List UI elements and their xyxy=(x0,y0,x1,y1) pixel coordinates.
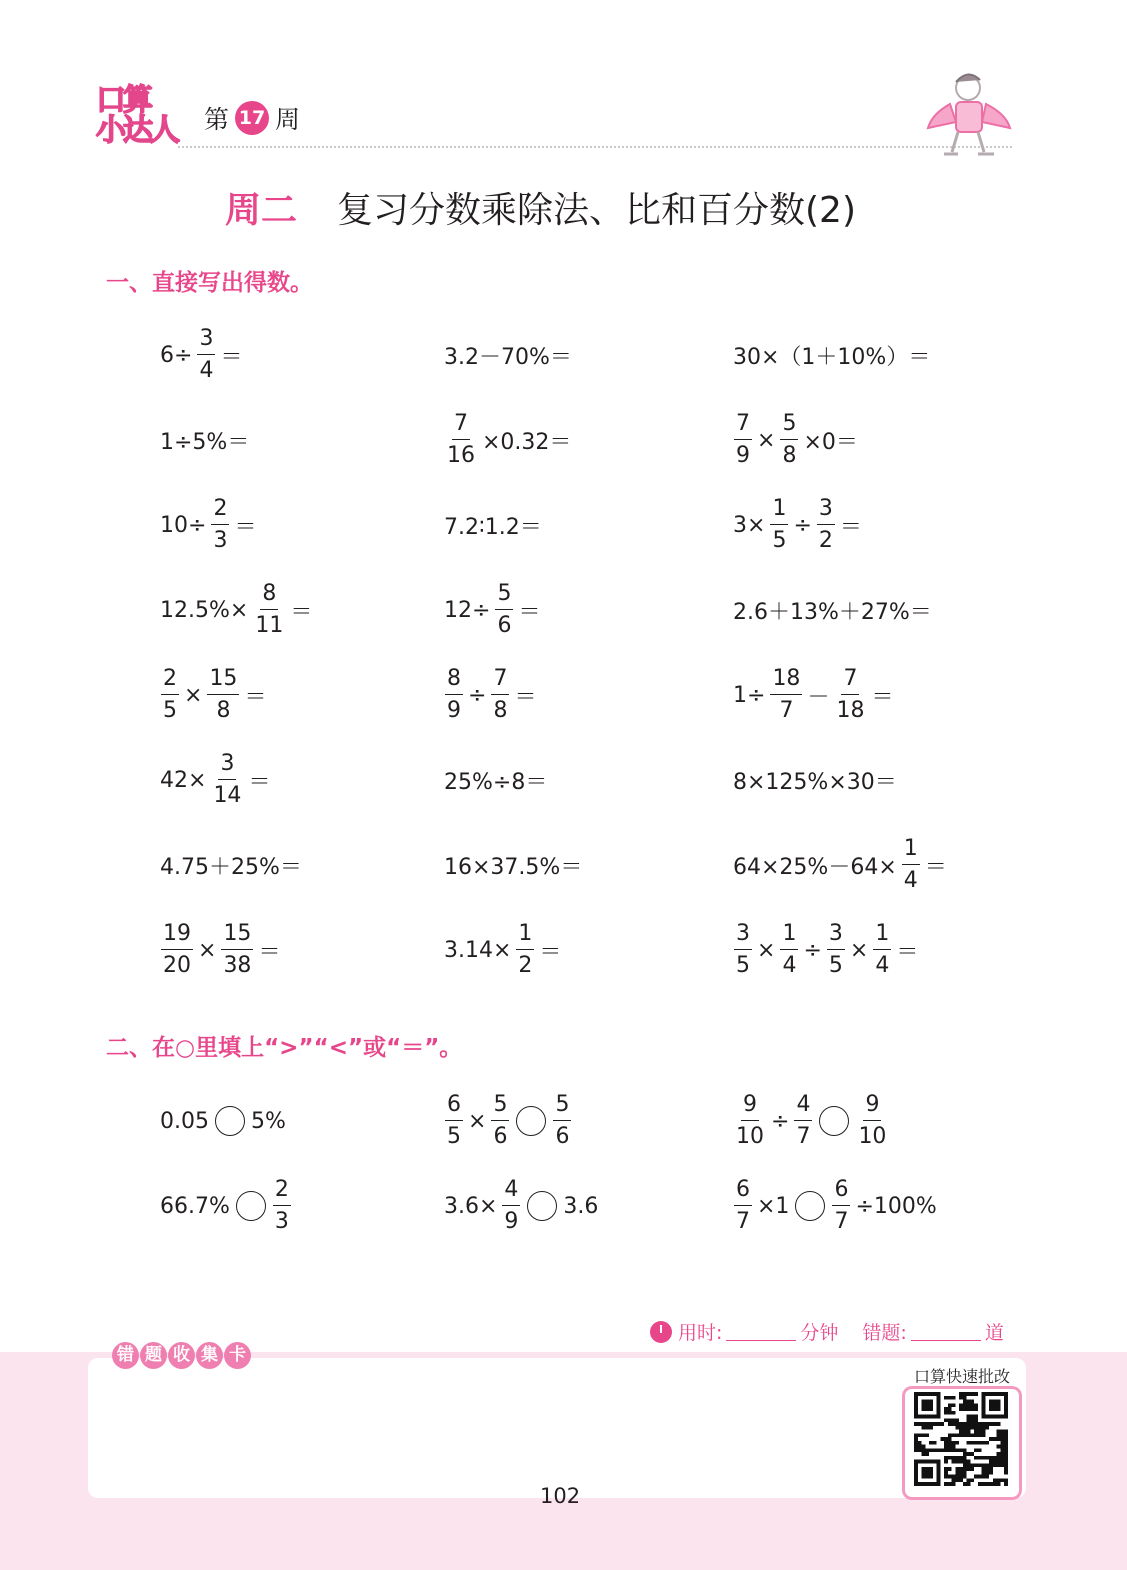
fraction xyxy=(734,1179,752,1233)
title-day: 周二 xyxy=(225,190,298,231)
s1-problem xyxy=(158,750,272,810)
s1-problem xyxy=(158,580,314,640)
fraction-denominator: 38 xyxy=(223,953,252,978)
fraction xyxy=(734,413,752,467)
fraction-numerator: 8 xyxy=(445,668,463,695)
expression-text: ＝ xyxy=(290,599,313,625)
s2-problem xyxy=(158,1176,294,1236)
fraction-numerator: 8 xyxy=(260,583,278,610)
page-number: 102 xyxy=(540,1484,581,1508)
fraction xyxy=(221,923,253,977)
fraction-numerator: 5 xyxy=(780,413,798,440)
s1-problem xyxy=(158,665,268,725)
s1-problem xyxy=(731,580,934,640)
s1-problem xyxy=(731,495,864,555)
qr-label: 口算快速批改 xyxy=(914,1367,1011,1386)
expression-text: ＝ xyxy=(924,854,947,880)
expression-text: ＝ xyxy=(258,939,281,965)
expression-text: 3.6 xyxy=(563,1193,599,1219)
fraction-denominator: 4 xyxy=(875,953,890,978)
card-char: 错 xyxy=(112,1342,139,1369)
s1-problem xyxy=(442,325,574,385)
s1-problem xyxy=(158,835,304,895)
expression-text: ＝ xyxy=(871,684,894,710)
fraction-numerator: 15 xyxy=(221,923,253,950)
fraction-denominator: 8 xyxy=(782,443,797,468)
fraction-numerator: 1 xyxy=(780,923,798,950)
expression-text: × xyxy=(198,937,217,963)
expression-text: 10÷ xyxy=(160,512,207,538)
expression-text: 1÷5%＝ xyxy=(160,429,250,455)
s1-problem xyxy=(442,495,544,555)
fraction xyxy=(734,1094,766,1148)
expression-text: ＝ xyxy=(234,514,257,540)
expression-text: 3× xyxy=(733,512,766,538)
expression-text: ÷ xyxy=(468,682,487,708)
fraction-denominator: 14 xyxy=(213,783,242,808)
s1-problem xyxy=(158,495,258,555)
expression-text: 3.6× xyxy=(444,1193,498,1219)
answer-circle[interactable] xyxy=(795,1191,825,1221)
fraction-denominator: 2 xyxy=(518,953,533,978)
expression-text: 6÷ xyxy=(160,342,193,368)
fraction xyxy=(161,923,193,977)
s2-problem xyxy=(442,1091,574,1151)
fraction-denominator: 5 xyxy=(772,528,787,553)
fraction-numerator: 4 xyxy=(794,1094,812,1121)
fraction-numerator: 6 xyxy=(445,1094,463,1121)
fraction-numerator: 3 xyxy=(817,498,835,525)
fraction-numerator: 1 xyxy=(902,838,920,865)
header-divider xyxy=(178,146,1012,148)
s1-problem xyxy=(731,835,949,895)
fraction-denominator: 10 xyxy=(736,1124,764,1149)
s2-problem xyxy=(731,1176,939,1236)
s1-problem xyxy=(158,325,244,385)
fraction-numerator: 9 xyxy=(741,1094,759,1121)
fraction-denominator: 7 xyxy=(834,1209,849,1234)
card-char: 卡 xyxy=(224,1342,251,1369)
week-suffix: 周 xyxy=(275,105,301,134)
fraction-numerator: 5 xyxy=(553,1094,571,1121)
expression-text: ＝ xyxy=(248,769,271,795)
fraction-numerator: 2 xyxy=(161,668,179,695)
s2-problem xyxy=(731,1091,891,1151)
expression-text: 12÷ xyxy=(444,597,491,623)
s1-problem xyxy=(731,665,895,725)
expression-text: × xyxy=(757,937,776,963)
expression-text: ×0.32＝ xyxy=(482,429,572,455)
fraction xyxy=(445,668,463,722)
fraction xyxy=(832,1179,850,1233)
fraction xyxy=(873,923,891,977)
fraction xyxy=(902,838,920,892)
fraction xyxy=(495,583,513,637)
expression-text: ＝ xyxy=(220,344,243,370)
brand-logo xyxy=(96,83,178,150)
expression-text: － xyxy=(807,684,830,710)
expression-text: ＝ xyxy=(539,939,562,965)
fraction-denominator: 3 xyxy=(213,528,228,553)
fraction-denominator: 6 xyxy=(497,613,512,638)
logo-line-2: 小达人 xyxy=(96,113,177,148)
fraction-denominator: 6 xyxy=(555,1124,570,1149)
expression-text: 2.6＋13%＋27%＝ xyxy=(733,599,932,625)
fraction-denominator: 4 xyxy=(199,358,214,383)
fraction xyxy=(197,328,215,382)
fraction-denominator: 8 xyxy=(493,698,508,723)
s1-problem xyxy=(442,920,563,980)
answer-circle[interactable] xyxy=(516,1106,546,1136)
fraction xyxy=(491,1094,509,1148)
s1-problem xyxy=(442,580,542,640)
expression-text: 25%÷8＝ xyxy=(444,769,548,795)
fraction-numerator: 18 xyxy=(770,668,802,695)
answer-circle[interactable] xyxy=(215,1106,245,1136)
error-card-label xyxy=(112,1342,252,1369)
fraction xyxy=(780,923,798,977)
fraction-denominator: 20 xyxy=(163,953,191,978)
fraction-numerator: 1 xyxy=(770,498,788,525)
expression-text: × xyxy=(757,427,776,453)
expression-text: ÷ xyxy=(793,512,812,538)
expression-text: 1÷ xyxy=(733,682,766,708)
mascot-illustration xyxy=(922,68,1018,162)
expression-text: ÷ xyxy=(771,1108,790,1134)
fraction-denominator: 8 xyxy=(216,698,231,723)
logo-line-1: 口算 xyxy=(96,83,150,118)
fraction xyxy=(553,1094,571,1148)
expression-text: × xyxy=(184,682,203,708)
fraction-numerator: 9 xyxy=(863,1094,881,1121)
fraction-denominator: 10 xyxy=(858,1124,887,1149)
fraction-denominator: 9 xyxy=(736,443,750,468)
fraction-numerator: 5 xyxy=(491,1094,509,1121)
expression-text: × xyxy=(468,1108,487,1134)
section1-heading: 一、直接写出得数。 xyxy=(106,270,313,296)
fraction-denominator: 2 xyxy=(818,528,833,553)
fraction xyxy=(794,1094,812,1148)
fraction-denominator: 5 xyxy=(828,953,843,978)
fraction-denominator: 5 xyxy=(736,953,750,978)
fraction-denominator: 3 xyxy=(274,1209,289,1234)
fraction-numerator: 3 xyxy=(827,923,845,950)
fraction xyxy=(445,1094,463,1148)
s1-problem xyxy=(731,920,920,980)
section2-heading: 二、在○里填上“>”“<”或“＝”。 xyxy=(106,1035,463,1061)
fraction-denominator: 18 xyxy=(836,698,865,723)
errors-label: 错题: xyxy=(862,1322,907,1344)
fraction xyxy=(770,668,802,722)
fraction-denominator: 6 xyxy=(493,1124,508,1149)
fraction-numerator: 4 xyxy=(502,1179,520,1206)
fraction-numerator: 7 xyxy=(452,413,470,440)
fraction-denominator: 7 xyxy=(796,1124,811,1149)
week-indicator xyxy=(204,100,300,136)
expression-text: 5% xyxy=(250,1108,286,1134)
error-collection-card[interactable] xyxy=(88,1358,1026,1498)
expression-text: 30×（1＋10%）＝ xyxy=(733,344,931,370)
expression-text: ＝ xyxy=(518,599,541,625)
fraction xyxy=(827,923,845,977)
fraction-denominator: 7 xyxy=(779,698,794,723)
fraction xyxy=(770,498,788,552)
expression-text: 12.5%× xyxy=(160,597,249,623)
fraction xyxy=(834,668,866,722)
expression-text: 4.75＋25%＝ xyxy=(160,854,302,880)
stopwatch-icon xyxy=(650,1321,672,1343)
expression-text: ＝ xyxy=(244,684,267,710)
expression-text: ×1 xyxy=(757,1193,790,1219)
fraction-denominator: 5 xyxy=(447,1124,461,1149)
fraction-numerator: 2 xyxy=(273,1179,291,1206)
s1-problem xyxy=(442,835,584,895)
expression-text: × xyxy=(849,937,869,963)
card-char: 集 xyxy=(196,1342,223,1369)
fraction-denominator: 4 xyxy=(903,868,918,893)
errors-unit: 道 xyxy=(984,1322,1004,1344)
s1-problem xyxy=(731,750,899,810)
fraction xyxy=(445,413,477,467)
fraction-denominator: 4 xyxy=(782,953,797,978)
qr-code[interactable] xyxy=(912,1392,1010,1486)
fraction xyxy=(856,1094,888,1148)
fraction-denominator: 5 xyxy=(163,698,177,723)
s1-problem xyxy=(731,325,932,385)
card-char: 收 xyxy=(168,1342,195,1369)
answer-circle[interactable] xyxy=(819,1106,849,1136)
expression-text: 7.2∶1.2＝ xyxy=(444,514,542,540)
expression-text: 3.14× xyxy=(444,937,512,963)
fraction xyxy=(207,668,239,722)
time-label: 用时: xyxy=(678,1322,723,1344)
s1-problem xyxy=(731,410,860,470)
fraction-numerator: 7 xyxy=(734,413,752,440)
title-topic: 复习分数乘除法、比和百分数(2) xyxy=(337,190,857,231)
expression-text: ＝ xyxy=(839,514,862,540)
fraction-numerator: 7 xyxy=(841,668,859,695)
fraction xyxy=(516,923,534,977)
fraction xyxy=(502,1179,520,1233)
week-prefix: 第 xyxy=(204,105,230,134)
answer-circle[interactable] xyxy=(527,1191,557,1221)
s1-problem xyxy=(442,410,573,470)
fraction-numerator: 1 xyxy=(516,923,534,950)
expression-text: 66.7% xyxy=(160,1193,230,1219)
card-char: 题 xyxy=(140,1342,167,1369)
expression-text: ÷100% xyxy=(855,1193,937,1219)
expression-text: ×0＝ xyxy=(803,429,858,455)
timer-row xyxy=(650,1318,1004,1345)
time-field[interactable] xyxy=(726,1322,796,1341)
s1-problem xyxy=(442,665,538,725)
expression-text: 42× xyxy=(160,767,207,793)
week-number-badge: 17 xyxy=(235,101,269,135)
fraction xyxy=(734,923,752,977)
time-unit: 分钟 xyxy=(800,1322,839,1344)
fraction-numerator: 6 xyxy=(832,1179,850,1206)
fraction xyxy=(211,753,243,807)
fraction-numerator: 3 xyxy=(197,328,215,355)
answer-circle[interactable] xyxy=(236,1191,266,1221)
expression-text: ＝ xyxy=(514,684,537,710)
fraction-denominator: 7 xyxy=(736,1209,750,1234)
fraction-numerator: 15 xyxy=(207,668,239,695)
s2-problem xyxy=(442,1176,600,1236)
expression-text: ÷ xyxy=(803,937,822,963)
fraction-numerator: 6 xyxy=(734,1179,752,1206)
fraction-numerator: 2 xyxy=(211,498,229,525)
page-title xyxy=(225,182,856,233)
errors-field[interactable] xyxy=(911,1322,981,1341)
fraction xyxy=(161,668,179,722)
s2-problem xyxy=(158,1091,288,1151)
s1-problem xyxy=(158,410,251,470)
s1-problem xyxy=(442,750,549,810)
fraction xyxy=(211,498,229,552)
fraction-denominator: 9 xyxy=(504,1209,519,1234)
fraction-numerator: 7 xyxy=(491,668,509,695)
fraction-denominator: 11 xyxy=(255,613,284,638)
expression-text: ＝ xyxy=(896,939,919,965)
s1-problem xyxy=(158,920,282,980)
fraction-numerator: 1 xyxy=(873,923,891,950)
fraction-denominator: 9 xyxy=(447,698,461,723)
fraction xyxy=(817,498,835,552)
fraction-numerator: 5 xyxy=(495,583,513,610)
expression-text: 0.05 xyxy=(160,1108,209,1134)
expression-text: 3.2－70%＝ xyxy=(444,344,572,370)
fraction xyxy=(253,583,285,637)
fraction xyxy=(780,413,798,467)
fraction-denominator: 16 xyxy=(447,443,475,468)
fraction-numerator: 3 xyxy=(734,923,752,950)
fraction xyxy=(491,668,509,722)
fraction-numerator: 3 xyxy=(218,753,236,780)
expression-text: 16×37.5%＝ xyxy=(444,854,583,880)
expression-text: 64×25%－64× xyxy=(733,854,897,880)
fraction xyxy=(273,1179,291,1233)
fraction-numerator: 19 xyxy=(161,923,193,950)
expression-text: 8×125%×30＝ xyxy=(733,769,897,795)
